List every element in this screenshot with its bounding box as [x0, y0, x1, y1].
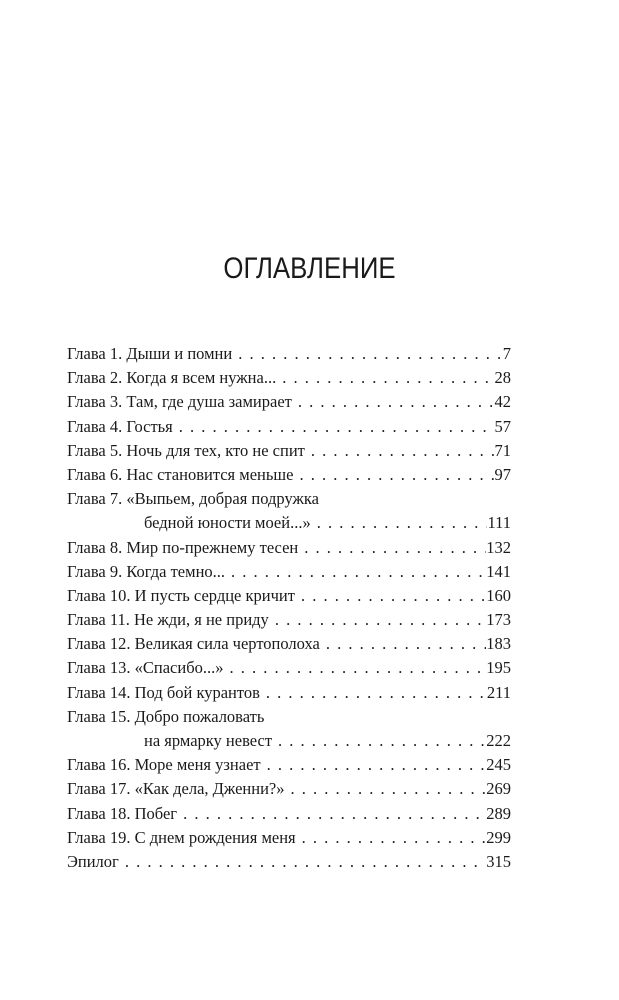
toc-entry-page: 28 — [494, 368, 511, 388]
toc-entry-chapter-19[interactable] — [67, 826, 511, 850]
toc-entry-page: 42 — [494, 392, 511, 412]
toc-entry-label: Глава 11. Не жди, я не приду — [67, 610, 269, 630]
toc-entry-label: Глава 1. Дыши и помни — [67, 344, 233, 363]
toc-entry-label: Глава 12. Великая сила чертополоха — [67, 634, 320, 654]
toc-entry-page: 111 — [487, 513, 511, 533]
page-title: ОГЛАВЛЕНИЕ — [223, 252, 396, 285]
dot-leader — [295, 584, 486, 608]
toc-entry-page: 160 — [486, 585, 511, 605]
toc-entry-label: Глава 7. «Выпьем, добрая подружка — [67, 489, 319, 509]
toc-entry-page: 183 — [486, 634, 511, 654]
toc-entry-page: 211 — [486, 682, 511, 702]
dot-leader — [311, 511, 488, 535]
dot-leader — [293, 463, 494, 487]
toc-entry-page: 71 — [494, 440, 511, 460]
toc-entry-chapter-15[interactable] — [67, 705, 511, 753]
dot-leader — [292, 390, 495, 414]
toc-entry-page: 299 — [486, 827, 511, 847]
toc-entry-chapter-13[interactable] — [67, 656, 511, 680]
dot-leader — [269, 608, 486, 632]
dot-leader — [225, 560, 486, 584]
toc-entry-label: Глава 8. Мир по-прежнему тесен — [67, 537, 299, 557]
toc-entry-page: 289 — [486, 803, 511, 823]
toc-entry-label: Эпилог — [67, 851, 119, 871]
toc-entry-page: 222 — [486, 731, 511, 751]
dot-leader — [284, 777, 486, 801]
toc-entry-label: Глава 5. Ночь для тех, кто не спит — [67, 440, 305, 460]
toc-entry-chapter-8[interactable] — [67, 536, 511, 560]
dot-leader — [260, 681, 487, 705]
toc-entry-chapter-3[interactable] — [67, 390, 511, 414]
toc-entry-page: 195 — [486, 658, 511, 678]
toc-entry-chapter-10[interactable] — [67, 584, 511, 608]
toc-entry-label: Глава 9. Когда темно... — [67, 561, 226, 581]
toc-entry-label-continuation: на ярмарку невест — [144, 731, 273, 751]
toc-entry-page: 315 — [486, 851, 511, 871]
toc-entry-page: 269 — [486, 779, 511, 799]
toc-entry-chapter-16[interactable] — [67, 753, 511, 777]
toc-entry-chapter-11[interactable] — [67, 608, 511, 632]
toc-entry-chapter-1[interactable] — [67, 342, 511, 366]
toc-entry-chapter-14[interactable] — [67, 681, 511, 705]
toc-entry-chapter-18[interactable] — [67, 802, 511, 826]
toc-entry-label: Глава 15. Добро пожаловать — [67, 706, 265, 726]
dot-leader — [261, 753, 487, 777]
toc-entry-page: 7 — [502, 344, 511, 363]
dot-leader — [173, 415, 495, 439]
toc-entry-label: Глава 17. «Как дела, Дженни?» — [67, 779, 285, 799]
toc-entry-chapter-2[interactable] — [67, 366, 511, 390]
dot-leader — [177, 802, 486, 826]
toc-entry-page: 245 — [486, 755, 511, 775]
dot-leader — [223, 656, 486, 680]
toc-entry-label: Глава 6. Нас становится меньше — [67, 464, 294, 484]
toc-entry-page: 57 — [494, 416, 511, 436]
dot-leader — [320, 632, 486, 656]
toc-entry-chapter-7[interactable] — [67, 487, 511, 535]
dot-leader — [119, 850, 486, 874]
toc-entry-label-continuation: бедной юности моей...» — [144, 513, 311, 533]
toc-entry-page: 141 — [486, 561, 511, 581]
toc-entry-label: Глава 19. С днем рождения меня — [67, 827, 296, 847]
toc-entry-label: Глава 4. Гостья — [67, 416, 173, 436]
toc-entry-label: Глава 3. Там, где душа замирает — [67, 392, 292, 412]
toc-entry-label: Глава 13. «Спасибо...» — [67, 658, 224, 678]
toc-entry-page: 173 — [486, 610, 511, 630]
dot-leader — [296, 826, 487, 850]
toc-entry-epilogue[interactable] — [67, 850, 511, 874]
dot-leader — [276, 366, 494, 390]
dot-leader — [305, 439, 495, 463]
table-of-contents — [67, 342, 511, 874]
toc-entry-chapter-6[interactable] — [67, 463, 511, 487]
toc-entry-label: Глава 18. Побег — [67, 803, 178, 823]
toc-entry-page: 97 — [494, 464, 511, 484]
dot-leader — [298, 536, 486, 560]
dot-leader — [232, 342, 501, 366]
toc-entry-label: Глава 14. Под бой курантов — [67, 682, 260, 702]
toc-entry-label: Глава 2. Когда я всем нужна... — [67, 368, 277, 388]
toc-entry-chapter-4[interactable] — [67, 415, 511, 439]
toc-entry-chapter-17[interactable] — [67, 777, 511, 801]
toc-entry-page: 132 — [486, 537, 511, 557]
toc-entry-chapter-9[interactable] — [67, 560, 511, 584]
dot-leader — [272, 729, 486, 753]
toc-entry-label: Глава 16. Море меня узнает — [67, 755, 261, 775]
toc-entry-label: Глава 10. И пусть сердце кричит — [67, 585, 295, 605]
toc-entry-chapter-12[interactable] — [67, 632, 511, 656]
toc-entry-chapter-5[interactable] — [67, 439, 511, 463]
